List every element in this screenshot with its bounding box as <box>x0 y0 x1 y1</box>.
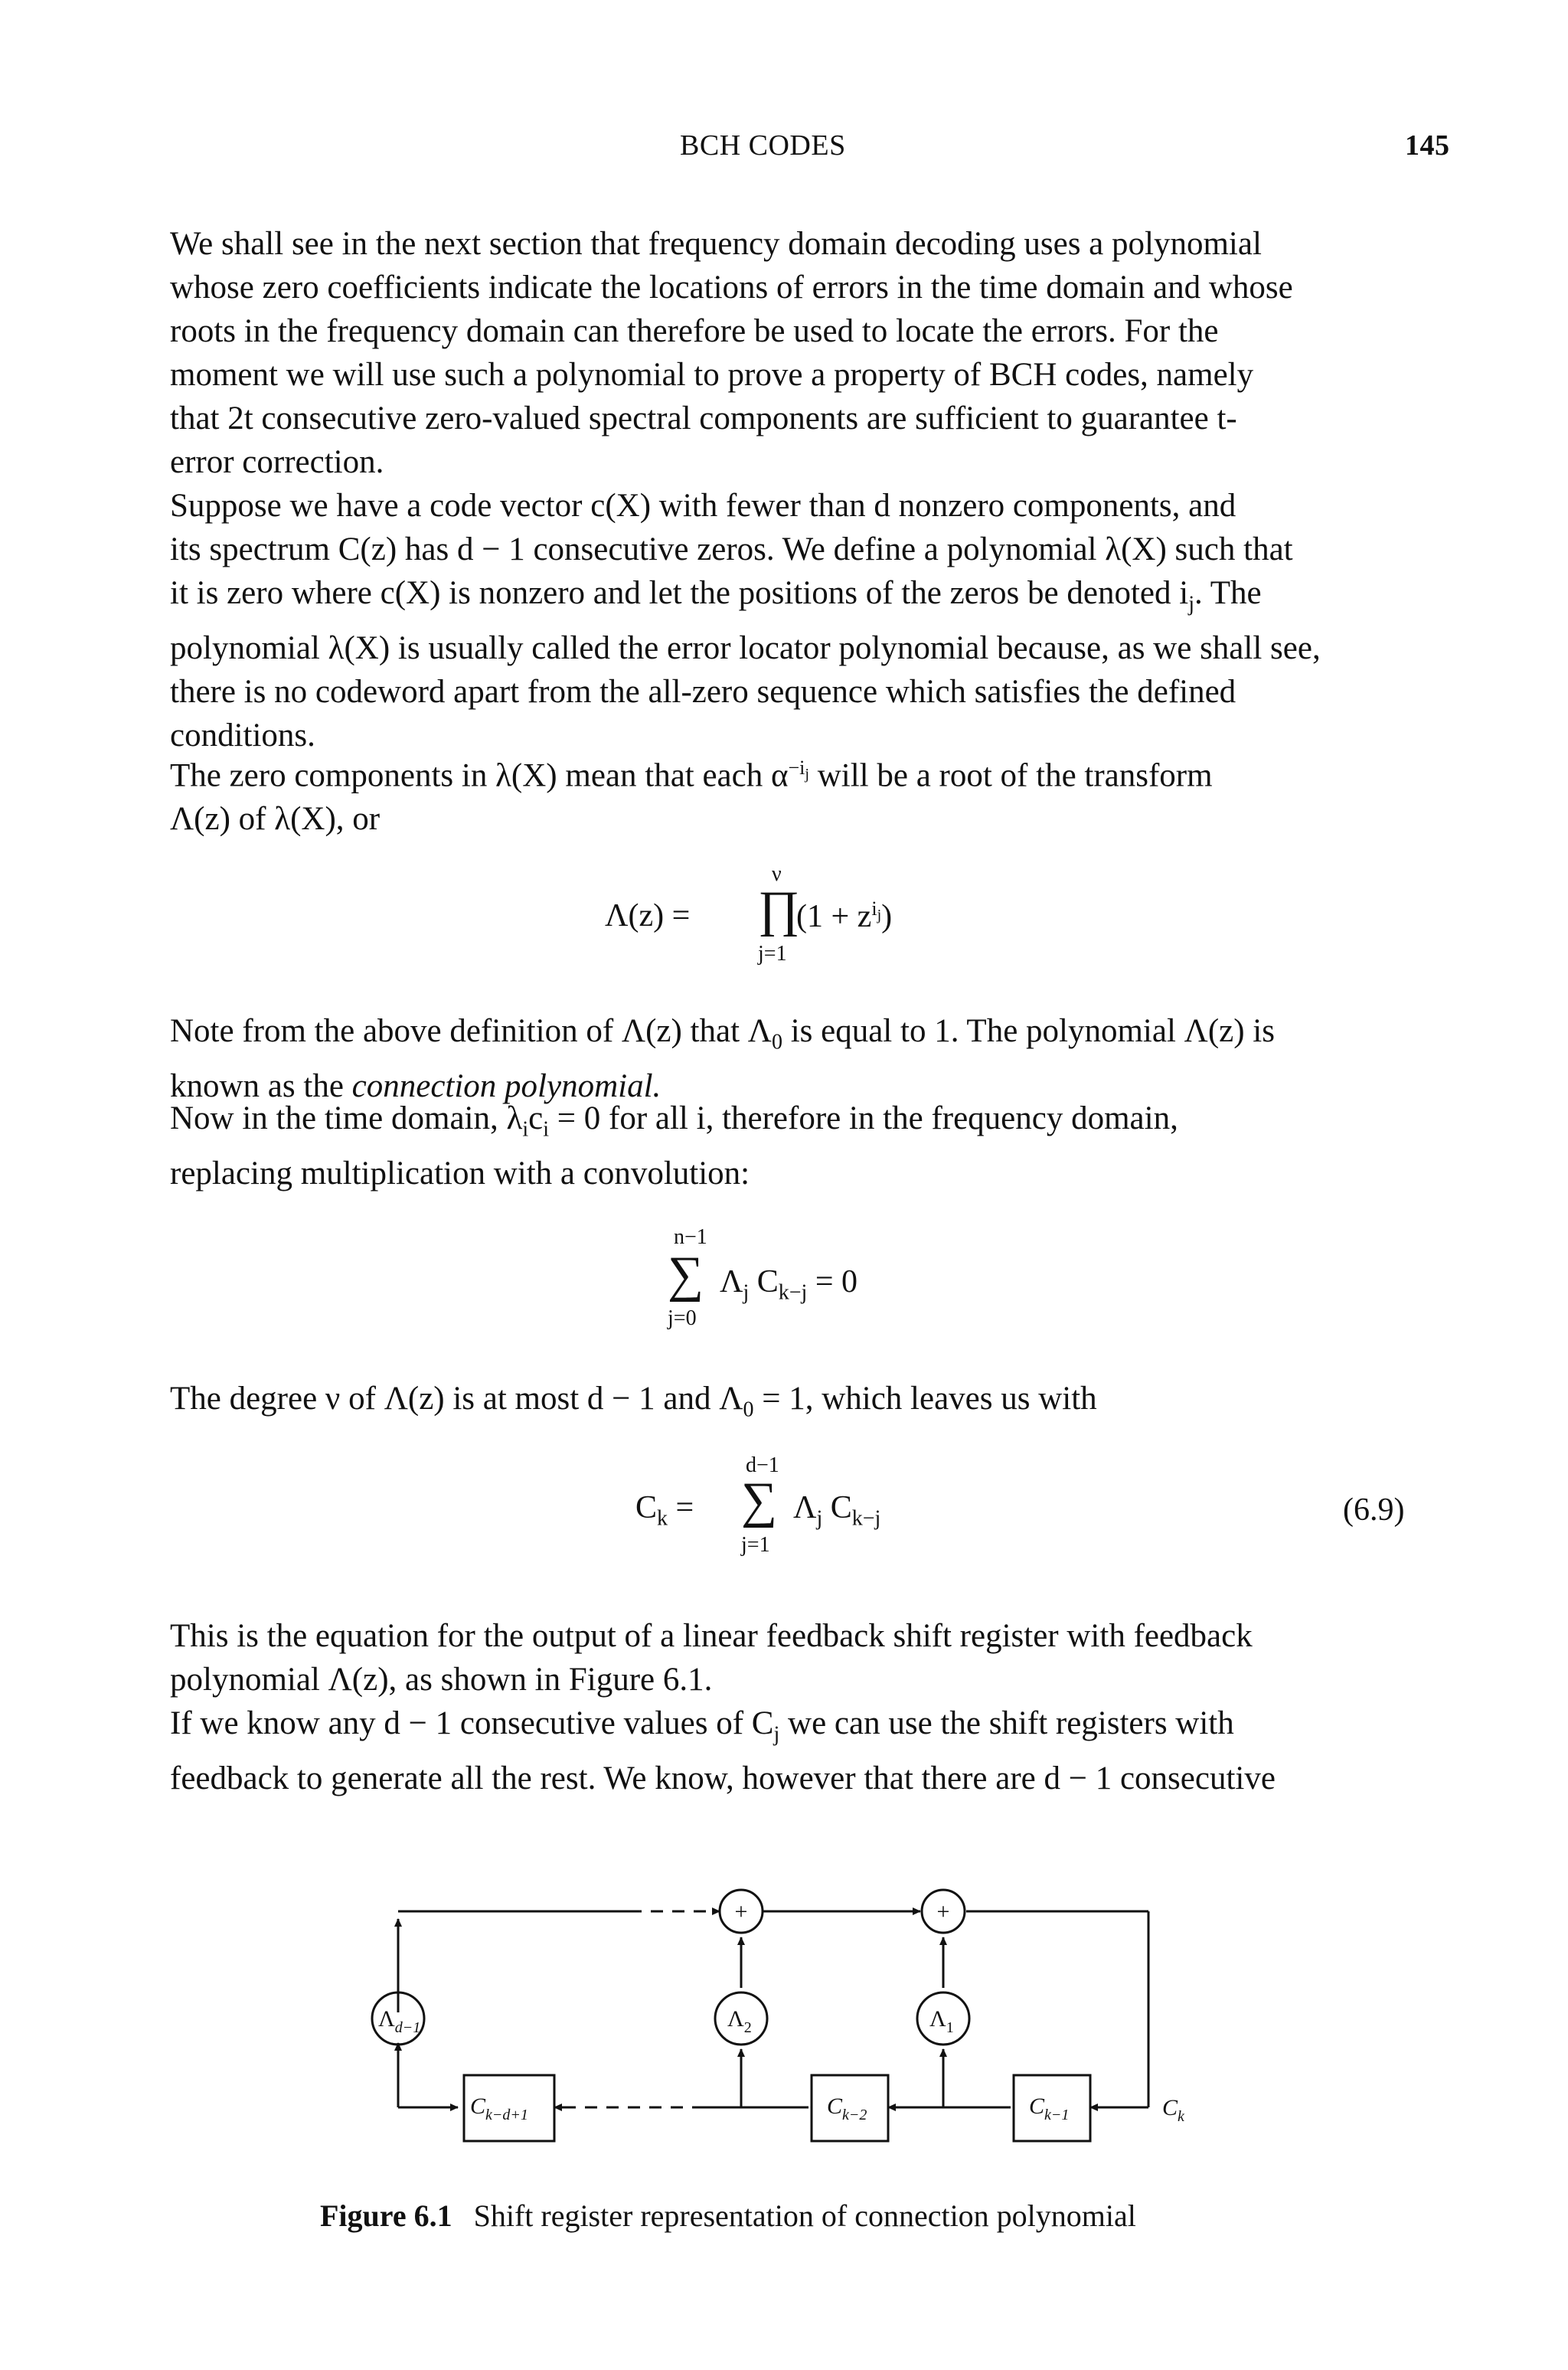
text-fragment: is equal to 1. The polynomial Λ(z) is <box>782 1013 1275 1049</box>
text-line: Suppose we have a code vector c(X) with fewer than d nonzero components, and <box>170 488 1236 524</box>
text-line: that 2t consecutive zero-valued spectral components are sufficient to guarantee t- <box>170 400 1237 436</box>
text-fragment: Now in the time domain, λ <box>170 1100 523 1136</box>
text-line: polynomial Λ(z), as shown in Figure 6.1. <box>170 1662 713 1698</box>
text-line: moment we will use such a polynomial to prove a property of BCH codes, namely <box>170 357 1254 393</box>
text-fragment: = <box>668 1490 694 1525</box>
register-label <box>827 2094 867 2123</box>
text-fragment: (1 + z <box>796 899 872 934</box>
text-fragment: = 1, which leaves us with <box>753 1381 1097 1417</box>
sum-lower-limit: j=0 <box>668 1306 697 1330</box>
text-fragment: it is zero where c(X) is nonzero and let the positions of the zeros be denoted i <box>170 575 1189 611</box>
page-number: 145 <box>1405 129 1450 162</box>
register-sub: k−2 <box>842 2107 867 2123</box>
output-symbol: C <box>1162 2095 1178 2120</box>
multiplier-sub: d−1 <box>394 2019 421 2036</box>
text-fragment: Note from the above definition of Λ(z) that Λ <box>170 1013 772 1049</box>
figure-caption <box>320 2198 1136 2234</box>
product-operator: ∏ <box>758 881 800 937</box>
text-fragment: known as the <box>170 1067 352 1104</box>
subscript: j <box>805 766 809 783</box>
sum-upper-limit: d−1 <box>746 1453 779 1477</box>
register-sub: k−d+1 <box>485 2107 528 2123</box>
multiplier-sub: 1 <box>946 2019 954 2036</box>
multiplier-symbol: Λ <box>378 2006 395 2032</box>
subscript: i <box>543 1117 549 1142</box>
sum-lower-limit: j=1 <box>741 1533 770 1557</box>
text-fragment: = 0 <box>807 1264 858 1299</box>
text-line: its spectrum C(z) has d − 1 consecutive zeros. We define a polynomial λ(X) such that <box>170 531 1293 567</box>
text-fragment: . The <box>1194 575 1262 611</box>
superscript-text: −i <box>788 757 805 779</box>
sum-operator: ∑ <box>668 1247 704 1303</box>
register-symbol: C <box>827 2094 843 2119</box>
multiplier-symbol: Λ <box>929 2006 946 2032</box>
subscript: j <box>877 907 882 924</box>
text-line: there is no codeword apart from the all-zero sequence which satisfies the defined <box>170 673 1236 710</box>
text-line: error correction. <box>170 444 384 480</box>
product-upper-limit: ν <box>772 862 782 886</box>
sum-upper-limit: n−1 <box>674 1225 707 1249</box>
figure-label: Figure 6.1 <box>320 2198 452 2233</box>
text-line: roots in the frequency domain can therefore be used to locate the errors. For the <box>170 313 1219 349</box>
multiplier-label <box>378 2006 420 2036</box>
multiplier-label <box>929 2006 954 2036</box>
register-sub: k−1 <box>1044 2107 1070 2123</box>
text-line: whose zero coefficients indicate the locations of errors in the time domain and whose <box>170 270 1293 306</box>
sum-operator: ∑ <box>741 1473 778 1528</box>
text-line: Λ(z) of λ(X), or <box>170 801 381 838</box>
subscript: k <box>657 1506 668 1531</box>
multiplier-symbol: Λ <box>727 2006 744 2032</box>
register-symbol: C <box>470 2094 486 2119</box>
text-fragment: The zero components in λ(X) mean that each α <box>170 757 789 794</box>
subscript: i <box>522 1117 529 1142</box>
multiplier-label <box>727 2006 752 2036</box>
text-fragment: The degree ν of Λ(z) is at most d − 1 and Λ <box>170 1381 743 1417</box>
register-label <box>470 2094 528 2123</box>
superscript-text: i <box>871 897 877 920</box>
output-sub: k <box>1178 2108 1184 2125</box>
adder-label: + <box>734 1899 748 1924</box>
text-fragment: C <box>822 1490 852 1525</box>
text-fragment: C <box>749 1264 779 1299</box>
subscript: 0 <box>743 1397 754 1422</box>
subscript: 0 <box>771 1030 782 1054</box>
text-fragment: Λ <box>793 1490 817 1525</box>
text-fragment: Λ <box>720 1264 743 1299</box>
text-fragment: ) <box>881 899 893 934</box>
subscript: j <box>773 1722 780 1747</box>
subscript: k−j <box>778 1280 808 1305</box>
text-line: replacing multiplication with a convolution: <box>170 1155 750 1192</box>
text-fragment: = 0 for all i, therefore in the frequency domain, <box>549 1100 1178 1136</box>
running-title: BCH CODES <box>680 129 846 162</box>
subscript: j <box>1188 592 1194 616</box>
text-fragment: we can use the shift registers with <box>779 1705 1234 1741</box>
caption-text: Shift register representation of connection polynomial <box>473 2198 1136 2233</box>
subscript: k−j <box>851 1506 881 1531</box>
register-symbol: C <box>1029 2094 1045 2119</box>
text-line: feedback to generate all the rest. We know, however that there are d − 1 consecutive <box>170 1760 1276 1796</box>
subscript: j <box>816 1506 823 1531</box>
text-line: polynomial λ(X) is usually called the error locator polynomial because, as we shall see, <box>170 629 1321 666</box>
product-lower-limit: j=1 <box>758 942 787 966</box>
register-label <box>1029 2094 1069 2123</box>
emphasis: connection polynomial. <box>351 1067 662 1104</box>
multiplier-sub: 2 <box>743 2019 752 2036</box>
text-fragment: C <box>635 1490 658 1525</box>
text-line: This is the equation for the output of a linear feedback shift register with feedback <box>170 1618 1253 1654</box>
output-label <box>1162 2095 1185 2125</box>
text-line: conditions. <box>170 717 315 753</box>
equation-lhs: Λ(z) = <box>605 898 691 933</box>
adder-label: + <box>936 1899 950 1924</box>
text-fragment: c <box>528 1100 544 1136</box>
equation-number: (6.9) <box>1343 1492 1405 1528</box>
text-fragment: will be a root of the transform <box>808 757 1213 794</box>
text-fragment: If we know any d − 1 consecutive values of C <box>170 1705 774 1741</box>
subscript: j <box>743 1280 750 1305</box>
text-line: We shall see in the next section that frequency domain decoding uses a polynomial <box>170 226 1262 262</box>
